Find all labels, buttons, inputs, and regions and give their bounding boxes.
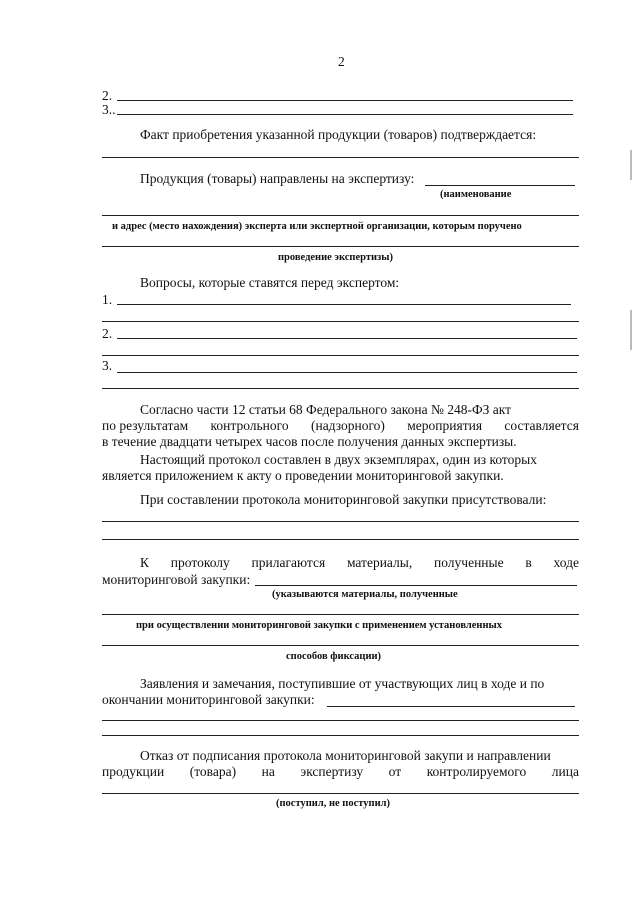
fill-line [102,215,579,216]
attach-paragraph-line: мониторинговой закупки: [102,572,251,587]
caption-name: (наименование [440,189,512,200]
fill-line [102,645,579,646]
scan-edge-mark [630,310,632,350]
fill-line [117,304,571,305]
caption-conduct: проведение экспертизы) [278,252,393,263]
fact-paragraph: Факт приобретения указанной продукции (товаров) подтверждается: [140,127,537,142]
fill-line [102,355,579,356]
question-number: 2. [102,326,113,341]
fill-line [102,321,579,322]
copies-paragraph-line: является приложением к акту о проведении мониторинговой закупки. [102,468,504,483]
law-paragraph-line [102,418,579,434]
fill-line [102,388,579,389]
attach-paragraph-line [140,555,579,571]
refusal-paragraph-line [102,764,579,780]
caption-address: и адрес (место нахождения) эксперта или экспертной организации, которым поручено [112,221,522,232]
statements-paragraph-line: окончании мониторинговой закупки: [102,692,315,707]
fill-line [102,521,579,522]
word: составляется [504,418,579,433]
fill-line [102,539,579,540]
word: на [261,764,275,779]
list-item-number: 2. [102,88,113,103]
word: контролируемого [426,764,527,779]
fill-line [102,246,579,247]
law-paragraph-line: Согласно части 12 статьи 68 Федерального закона № 248-ФЗ акт [140,402,512,417]
fill-line [425,185,575,186]
fill-line [102,735,579,736]
question-number: 1. [102,292,113,307]
fill-line [102,157,579,158]
fill-line [117,338,577,339]
word: в [525,555,532,570]
law-paragraph-line: в течение двадцати четырех часов после получения данных экспертизы. [102,434,517,449]
fill-line [117,100,573,101]
word: К [140,555,150,570]
word: ходе [553,555,579,570]
fill-line [102,793,579,794]
word: прилагаются [251,555,326,570]
fill-line [117,372,577,373]
fill-line [255,585,577,586]
question-number: 3. [102,358,113,373]
refusal-paragraph-line: Отказ от подписания протокола мониторинговой закупи и направлении [140,748,551,763]
word: (надзорного) [310,418,385,433]
word: от [388,764,402,779]
word: материалы, [346,555,413,570]
caption-methods: способов фиксации) [286,651,382,662]
caption-fixing: при осуществлении мониторинговой закупки с применением установленных [136,620,502,631]
fill-line [117,114,573,115]
word: контрольного [210,418,289,433]
word: лица [551,764,579,779]
questions-title: Вопросы, которые ставятся перед экспертом: [140,275,400,290]
page-number: 2 [338,54,345,69]
word: (товара) [189,764,237,779]
word: полученные [434,555,504,570]
fill-line [102,614,579,615]
copies-paragraph-line: Настоящий протокол составлен в двух экземплярах, один из которых [140,452,537,467]
word: протоколу [170,555,230,570]
word: продукции [102,764,165,779]
word: экспертизу [300,764,364,779]
statements-paragraph-line: Заявления и замечания, поступившие от участвующих лиц в ходе и по [140,676,545,691]
scan-edge-mark [630,150,632,180]
fill-line [102,720,579,721]
list-item-number: 3.. [102,102,116,117]
fill-line [327,706,575,707]
word: мероприятия [407,418,483,433]
caption-received: (поступил, не поступил) [276,798,391,809]
caption-materials: (указываются материалы, полученные [272,589,458,600]
word: по результатам [102,418,189,433]
present-paragraph: При составлении протокола мониторинговой закупки присутствовали: [140,492,547,507]
expertise-paragraph: Продукция (товары) направлены на экспертизу: [140,171,415,186]
